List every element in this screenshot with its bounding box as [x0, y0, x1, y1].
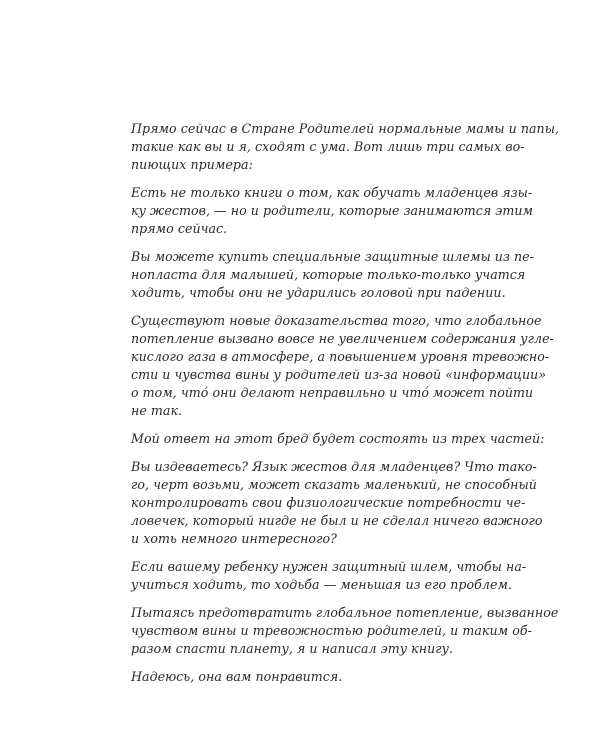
text-line: контролировать свои физиологические потребности че-: [131, 495, 526, 510]
text-line: Вы издеваетесь? Язык жестов для младенцев? Что тако-: [131, 459, 537, 474]
text-line: такие как вы и я, сходят с ума. Вот лишь три самых во-: [131, 139, 525, 154]
text-line: прямо сейчас.: [131, 221, 228, 236]
text-line: го, черт возьми, может сказать маленький, не способный: [131, 477, 537, 492]
text-line: пиющих примера:: [131, 157, 253, 172]
text-line: Прямо сейчас в Стране Родителей нормальные мамы и папы,: [131, 121, 560, 136]
paragraph: [131, 120, 560, 174]
text-line: и хоть немного интересного?: [131, 531, 337, 546]
text-line: Вы можете купить специальные защитные шлемы из пе-: [131, 249, 534, 264]
text-line: потепление вызвано вовсе не увеличением содержания угле-: [131, 331, 554, 346]
paragraph: [131, 184, 534, 238]
paragraph: [131, 248, 534, 302]
paragraph: [131, 604, 559, 658]
text-line: Существуют новые доказательства того, что глобальное: [131, 313, 542, 328]
text-line: Пытаясь предотвратить глобальное потепление, вызванное: [131, 605, 559, 620]
body-text: [131, 120, 560, 696]
text-line: ловечек, который нигде не был и не сделал ничего важного: [131, 513, 543, 528]
text-line: Есть не только книги о том, как обучать младенцев язы-: [131, 185, 533, 200]
text-line: не так.: [131, 403, 183, 418]
text-line: сти и чувства вины у родителей из-за новой «информации»: [131, 367, 547, 382]
paragraph: [131, 458, 543, 548]
paragraph: [131, 558, 527, 594]
text-line: учиться ходить, то ходьба — меньшая из его проблем.: [131, 577, 512, 592]
text-line: чувством вины и тревожностью родителей, и таким об-: [131, 623, 532, 638]
text-line: кислого газа в атмосфере, а повышением уровня тревожно-: [131, 349, 550, 364]
text-line: Если вашему ребенку нужен защитный шлем, чтобы на-: [131, 559, 527, 574]
text-line: о том, что́ они делают неправильно и что́ может пойти: [131, 385, 534, 400]
text-line: нопласта для малышей, которые только-только учатся: [131, 267, 526, 282]
text-line: Мой ответ на этот бред будет состоять из трех частей:: [131, 431, 545, 446]
text-line: разом спасти планету, я и написал эту книгу.: [131, 641, 454, 656]
paragraph: [131, 668, 501, 686]
paragraph: [131, 430, 545, 448]
text-line: Надеюсь, она вам понравится.: [131, 669, 343, 684]
paragraph: [131, 312, 554, 420]
text-line: ходить, чтобы они не ударились головой при падении.: [131, 285, 506, 300]
text-line: ку жестов, — но и родители, которые занимаются этим: [131, 203, 534, 218]
